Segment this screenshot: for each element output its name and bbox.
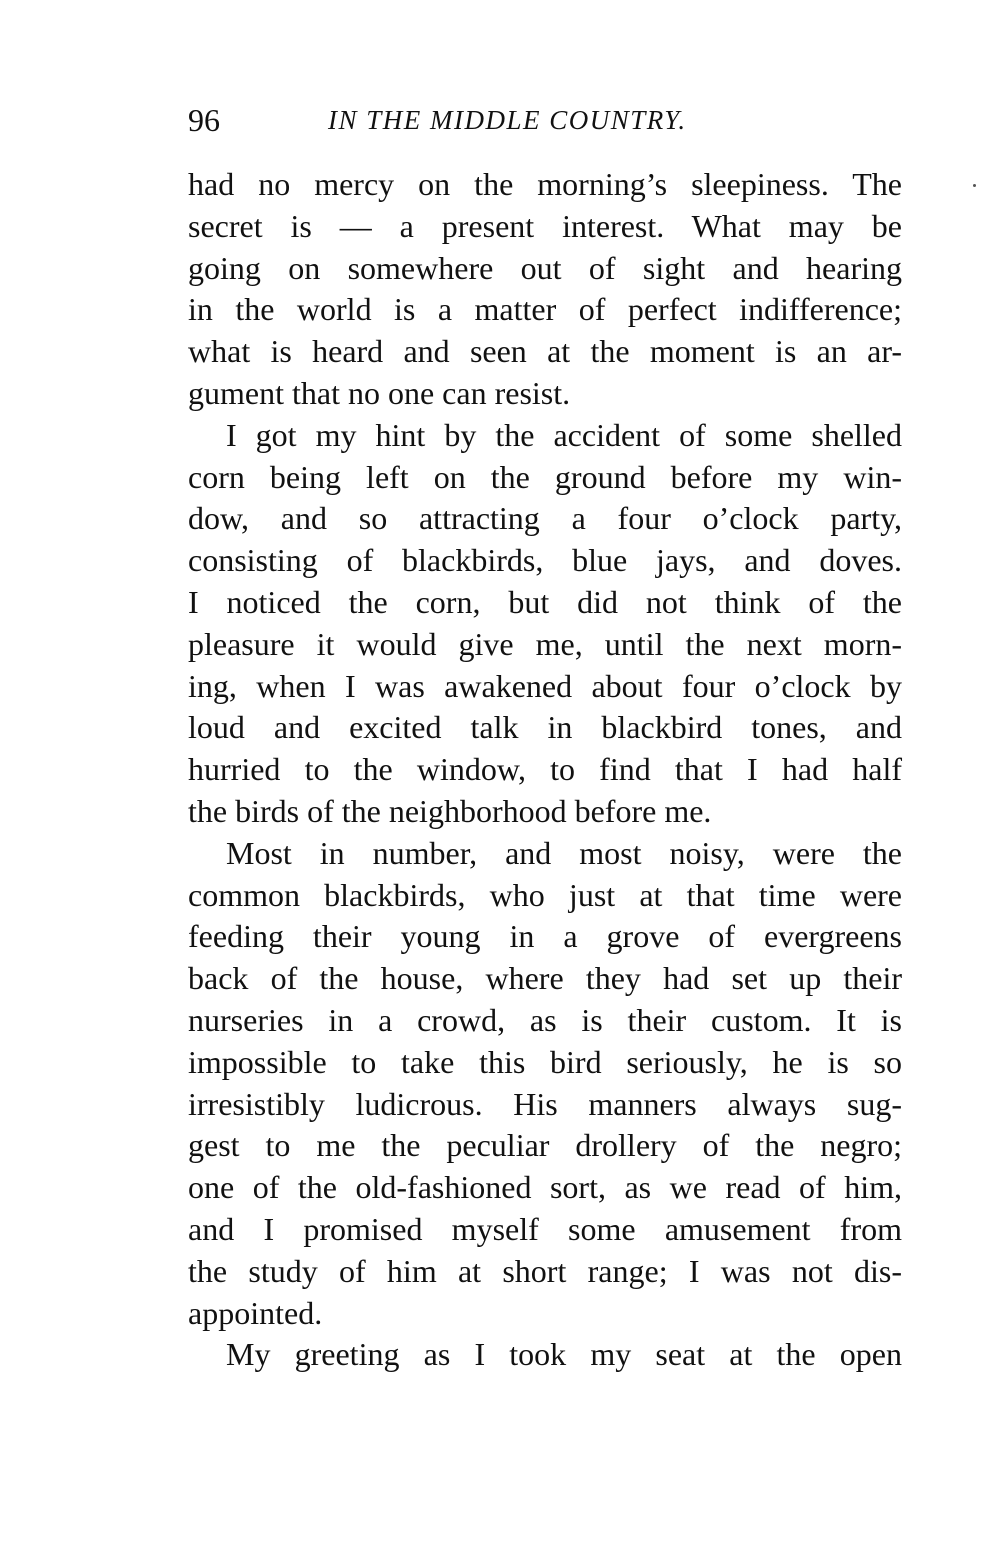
running-title: IN THE MIDDLE COUNTRY. [328, 105, 687, 135]
text-line: and I promised myself some amusement from [188, 1210, 902, 1247]
page-header [188, 100, 908, 140]
print-speck [973, 184, 976, 187]
text-line: dow, and so attracting a four o’clock party, [188, 500, 902, 537]
paragraph-start-line: Most in number, and most noisy, were the [226, 834, 902, 871]
text-line: loud and excited talk in blackbird tones, and [188, 709, 902, 746]
text-line: impossible to take this bird seriously, he is so [188, 1043, 902, 1080]
text-line: gest to me the peculiar drollery of the negro; [188, 1127, 902, 1164]
text-line: corn being left on the ground before my win- [188, 458, 902, 495]
paragraph-start-line: I got my hint by the accident of some shelled [226, 416, 902, 453]
text-line: back of the house, where they had set up their [188, 960, 902, 997]
text-line: feeding their young in a grove of evergreens [188, 918, 902, 955]
text-line: pleasure it would give me, until the next morn- [188, 625, 902, 662]
text-line: consisting of blackbirds, blue jays, and doves. [188, 542, 902, 579]
body-text [188, 164, 902, 1376]
text-line: going on somewhere out of sight and hearing [188, 249, 902, 286]
text-line: irresistibly ludicrous. His manners always sug- [188, 1085, 902, 1122]
text-line: in the world is a matter of perfect indifference; [188, 291, 902, 328]
text-line: the birds of the neighborhood before me. [188, 792, 712, 829]
text-line: common blackbirds, who just at that time were [188, 876, 902, 913]
text-line: I noticed the corn, but did not think of the [188, 583, 902, 620]
text-line: the study of him at short range; I was not dis- [188, 1252, 902, 1289]
text-line: appointed. [188, 1294, 323, 1331]
paragraph-start-line: My greeting as I took my seat at the open [226, 1336, 902, 1373]
page-number: 96 [188, 102, 220, 138]
text-line: nurseries in a crowd, as is their custom. It is [188, 1001, 902, 1038]
text-line: what is heard and seen at the moment is an ar- [188, 333, 902, 370]
text-line: had no mercy on the morning’s sleepiness. The [188, 166, 902, 202]
text-line: secret is — a present interest. What may be [188, 207, 902, 244]
text-line: one of the old-fashioned sort, as we read of him, [188, 1169, 902, 1206]
text-line: ing, when I was awakened about four o’clock by [188, 667, 902, 704]
text-line: hurried to the window, to find that I had half [188, 751, 902, 788]
text-line: gument that no one can resist. [188, 374, 571, 411]
